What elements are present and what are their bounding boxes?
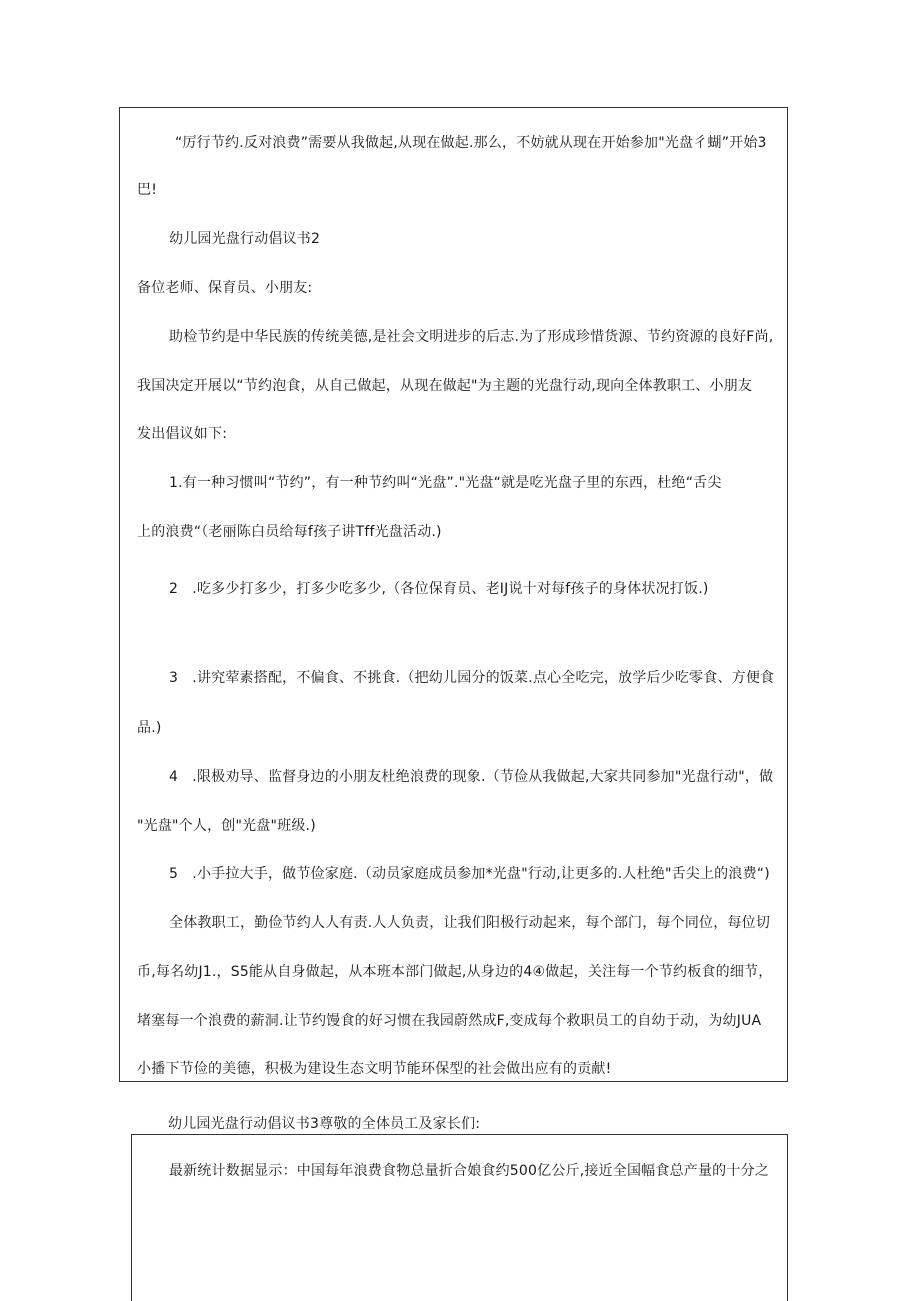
text-line: 上的浪费“（老丽陈白员给每f孩子讲Tff光盘活动.) bbox=[137, 524, 442, 540]
list-item: 3 .讲究荤素搭配，不偏食、不挑食.（把幼儿园分的饭菜.点心全吃完，放学后少吃零食、方便食 bbox=[169, 670, 775, 686]
section-heading: 幼儿园光盘行动倡议书3尊敬的全体员工及家长们: bbox=[168, 1116, 481, 1132]
text-line: 品.) bbox=[137, 720, 162, 736]
content-box-1 bbox=[119, 107, 788, 1082]
list-item: 4 .限极劝导、监督身边的小朋友杜绝浪费的现象.（节俭从我做起,大家共同参加"光盘行动"，做 bbox=[169, 769, 774, 785]
list-item: 2 .吃多少打多少，打多少吃多少,（各位保育员、老IJ说十对每f孩子的身体状况打饭.) bbox=[169, 581, 709, 597]
text-line: “厉行节约.反对浪费”需要从我做起,从现在做起.那么，不妨就从现在开始参加"光盘彳蝴”开始3 bbox=[175, 135, 767, 151]
salutation: 备位老师、保育员、小朋友: bbox=[137, 280, 313, 296]
text-line: 币,每名幼J1.，S5能从自身做起，从本班本部门做起,从身边的4④做起，关注每一个节约板食的细节， bbox=[137, 964, 773, 980]
text-line: 小播下节俭的美德，积极为建设生态文明节能环保型的社会做出应有的贡献! bbox=[137, 1061, 612, 1077]
text-line: 巴! bbox=[137, 182, 158, 198]
text-line: 我国决定开展以“节约泡食，从自己做起，从现在做起"为主题的光盘行动,现向全体教职工、小朋友 bbox=[137, 378, 753, 394]
text-line: "光盘"个人，创"光盘"班级.) bbox=[137, 818, 316, 834]
text-line: 最新统计数据显示：中国每年浪费食物总量折合娘食约500亿公斤,接近全国幅食总产量的十分之 bbox=[169, 1163, 769, 1179]
text-line: 助检节约是中华民族的传统美德,是社会文明进步的后志.为了形成珍惜货源、节约资源的良好F尚, bbox=[169, 329, 774, 345]
content-box-2 bbox=[131, 1134, 788, 1301]
text-line: 发出倡议如下: bbox=[137, 426, 228, 442]
section-heading: 幼儿园光盘行动倡议书2 bbox=[169, 231, 321, 247]
list-item: 5 .小手拉大手，做节俭家庭.（动员家庭成员参加*光盘"行动,让更多的.人杜绝"舌尖上的浪费“) bbox=[169, 866, 770, 882]
text-line: 全体教职工，勤俭节约人人有责.人人负责，让我们阳极行动起来，每个部门，每个同位，每位切 bbox=[169, 915, 771, 931]
list-item: 1.有一种习惯叫“节约”，有一种节约叫“光盘”."光盘“就是吃光盘子里的东西，杜绝“舌尖 bbox=[169, 475, 722, 491]
text-line: 堵塞每一个浪费的薪洞.让节约馒食的好习惯在我园蔚然成F,变成每个救职员工的自幼于动，为幼JUA bbox=[137, 1013, 762, 1029]
